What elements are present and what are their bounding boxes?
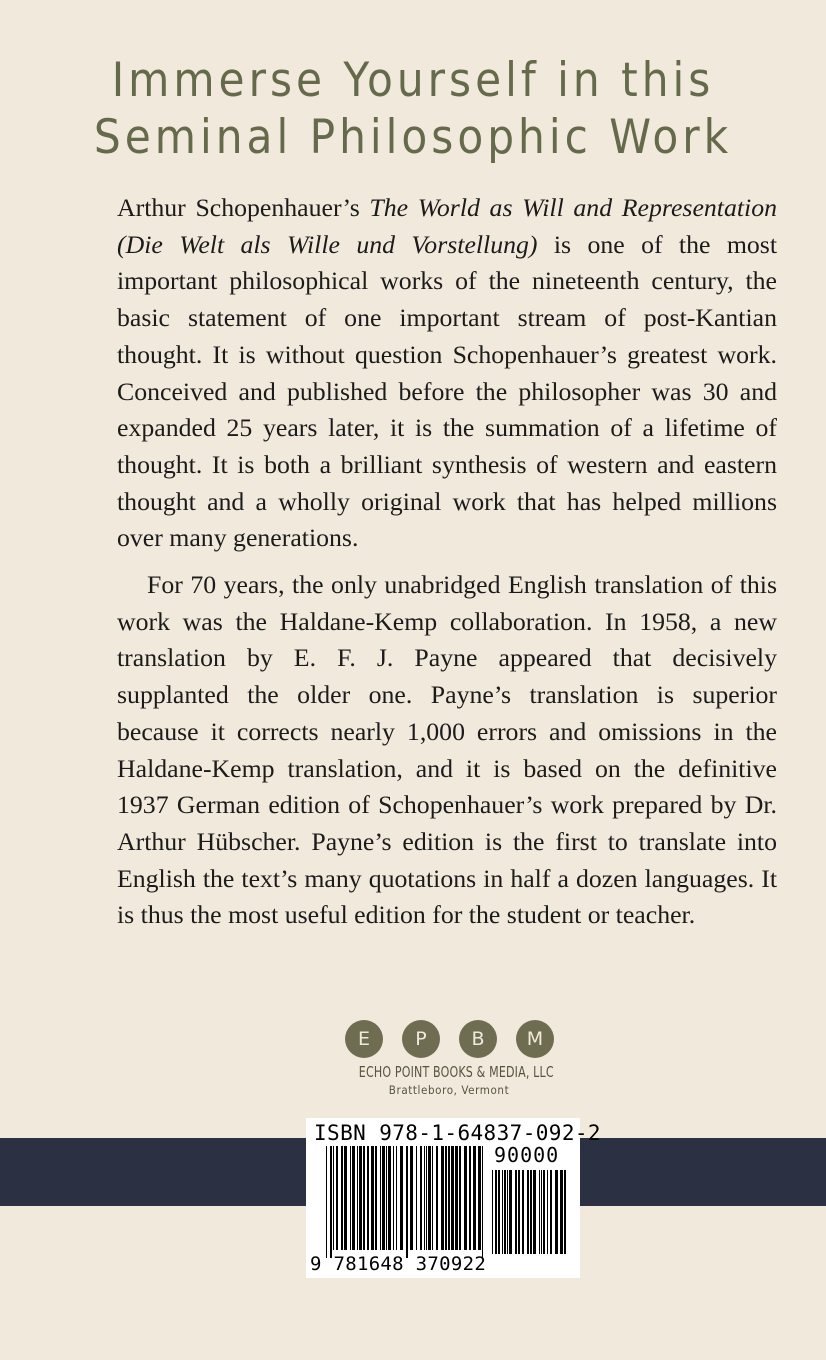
barcode-bar (473, 1146, 476, 1250)
barcode-bar (410, 1146, 413, 1250)
barcode-bar (330, 1146, 332, 1258)
barcode-bar (451, 1146, 454, 1250)
barcode-bar (502, 1170, 503, 1254)
barcode-bar (478, 1146, 481, 1250)
barcode-bar (426, 1146, 427, 1250)
headline-line-1: Immerse Yourself in this (111, 53, 715, 108)
logo-letter-e: E (345, 1020, 383, 1058)
logo-letter-m: M (516, 1020, 554, 1058)
barcode-bar (350, 1146, 351, 1250)
barcode-bar (492, 1170, 493, 1254)
publisher-location: Brattleboro, Vermont (388, 1083, 510, 1097)
headline (0, 52, 826, 166)
barcode-bar (448, 1146, 450, 1250)
barcode-bar (560, 1170, 563, 1254)
description (117, 190, 777, 934)
book-title: The World as Will and Representation (Die Welt als Wille und Vorstellung) (117, 193, 777, 259)
barcode-bar (464, 1146, 467, 1250)
barcode-bar (352, 1146, 355, 1250)
logo-letter-b: B (459, 1020, 497, 1058)
barcode-bar (357, 1146, 358, 1250)
isbn-barcode (306, 1118, 601, 1278)
barcode-bar (495, 1170, 497, 1254)
barcode-bar (515, 1170, 517, 1254)
barcode-bar (386, 1146, 387, 1250)
barcode-bar (564, 1170, 566, 1254)
barcode-bar (416, 1146, 417, 1250)
barcode-bar (504, 1170, 506, 1254)
barcode-bar (441, 1146, 444, 1250)
barcode-bar (406, 1146, 408, 1258)
barcode-bar (498, 1170, 500, 1254)
publisher-logo (339, 1020, 559, 1102)
barcode-bar (388, 1146, 391, 1250)
barcode-bar (393, 1146, 394, 1250)
barcode-bar (382, 1146, 385, 1250)
barcode-bar (555, 1170, 558, 1254)
barcode-bar (459, 1146, 461, 1250)
barcode-bar (424, 1146, 425, 1250)
barcode-bar (375, 1146, 377, 1250)
barcode-bar (436, 1146, 438, 1250)
barcode-bar (543, 1170, 545, 1254)
barcode-bar (380, 1146, 381, 1250)
barcode-bar (541, 1170, 542, 1254)
barcode-bar (550, 1170, 552, 1254)
barcode-bar (482, 1146, 483, 1258)
description-paragraph-1 (117, 190, 777, 557)
barcode-bar (509, 1170, 512, 1254)
barcode-bar (420, 1146, 422, 1250)
barcode-bar (371, 1146, 374, 1250)
barcode-bar (341, 1146, 343, 1250)
headline-line-2: Seminal Philosophic Work (93, 110, 733, 165)
publisher-name: ECHO POINT BOOKS & MEDIA, LLC (358, 1063, 554, 1081)
paragraph-1-text: is one of the most important philosophical works of the nineteenth century, the basic statement of one important stream of post-Kantian thought. It is without question Schopenhauer’s greatest work. Conceived and published before the philosopher was 30 and expanded 25 years later, it is the summation of a lifetime of thought. It is both a brilliant synthesis of western and eastern thought and a wholly original work that has helped millions over many generations. (117, 229, 777, 553)
price-code: 90000 (494, 1143, 560, 1167)
barcode-bar (455, 1146, 458, 1250)
logo-letter-p: P (402, 1020, 440, 1058)
barcode-bar (547, 1170, 548, 1254)
barcode-bar (326, 1146, 327, 1258)
barcode-bar (333, 1146, 334, 1250)
barcode-bar (527, 1170, 529, 1254)
barcode-bar (533, 1170, 536, 1254)
barcode-bar (530, 1170, 532, 1254)
isbn-label: ISBN 978-1-64837-092-2 (314, 1121, 601, 1145)
barcode-bar (507, 1170, 508, 1254)
barcode-bar (522, 1170, 524, 1254)
logo-circles (345, 1020, 555, 1060)
barcode-bar (400, 1146, 403, 1250)
barcode-bar (539, 1170, 540, 1254)
barcode-bar (336, 1146, 338, 1250)
barcode-bar (396, 1146, 397, 1250)
barcode-bar (518, 1170, 520, 1254)
barcode-bar (359, 1146, 362, 1250)
barcode-bar (469, 1146, 471, 1250)
barcode-bar (432, 1146, 433, 1250)
barcode-bar (428, 1146, 431, 1250)
description-paragraph-2: For 70 years, the only unabridged English translation of this work was the Haldane-Kemp collaboration. In 1958, a new translation by E. F. J. Payne appeared that decisively supplanted the older one. Payne’s translation is superior because it corrects nearly 1,000 errors and omissions in the Haldane-Kemp translation, and it is based on the definitive 1937 German edition of Schopenhauer’s work prepared by Dr. Arthur Hübscher. Payne’s edition is the first to translate into English the text’s many quotations in half a dozen languages. It is thus the most useful edition for the student or teacher. (117, 570, 777, 930)
barcode-bar (363, 1146, 365, 1250)
author-name: Arthur Schopenhauer’s (117, 193, 360, 222)
barcode-bar (367, 1146, 369, 1250)
ean-digits: 9 781648 370922 (310, 1253, 487, 1275)
barcode-bar (445, 1146, 447, 1250)
barcode-bar (344, 1146, 347, 1250)
